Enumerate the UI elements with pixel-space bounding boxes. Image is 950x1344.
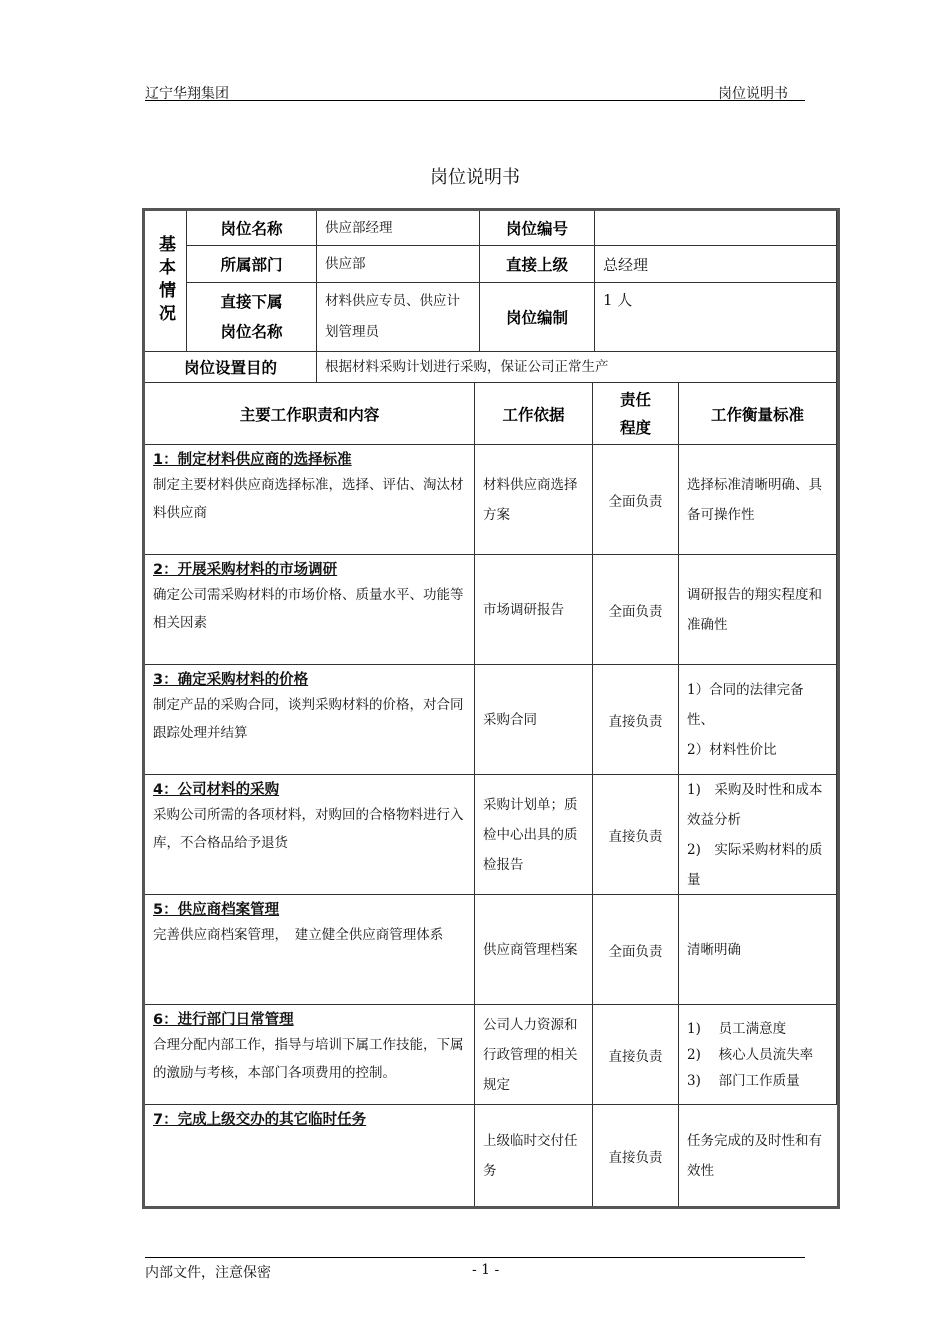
post-name-label: 岗位名称	[187, 211, 317, 246]
task-3-desc: 制定产品的采购合同，谈判采购材料的价格，对合同跟踪处理并结算	[153, 697, 464, 741]
dept-value: 供应部	[317, 246, 480, 283]
task-6-standard-item: 1) 员工满意度	[687, 1020, 787, 1037]
duties-header-standard: 工作衡量标准	[679, 383, 837, 445]
task-3-standard-item: 1）合同的法律完备性、	[687, 681, 804, 728]
task-5-resp: 全面负责	[593, 895, 679, 1005]
task-5-desc: 完善供应商档案管理， 建立健全供应商管理体系	[153, 927, 444, 943]
task-2-title: 2：开展采购材料的市场调研	[153, 562, 338, 578]
task-4-resp: 直接负责	[593, 775, 679, 895]
task-2-content	[145, 555, 475, 665]
post-name-value: 供应部经理	[317, 211, 480, 246]
task-7-standard: 任务完成的及时性和有效性	[687, 1132, 822, 1179]
task-4-title: 4：公司材料的采购	[153, 782, 280, 798]
purpose-label: 岗位设置目的	[145, 352, 317, 383]
task-1-desc: 制定主要材料供应商选择标准，选择、评估、淘汰材料供应商	[153, 477, 464, 521]
task-6-desc: 合理分配内部工作，指导与培训下属工作技能，下属的激励与考核，本部门各项费用的控制。	[153, 1037, 464, 1081]
header-doc-type: 岗位说明书	[718, 86, 788, 102]
task-5-standard: 清晰明确	[679, 895, 837, 1005]
task-6-title: 6：进行部门日常管理	[153, 1012, 294, 1028]
subordinates-label	[187, 283, 317, 352]
footer-page-number: - 1 -	[472, 1262, 500, 1278]
task-5-content	[145, 895, 475, 1005]
task-6-standard-item: 3) 部门工作质量	[687, 1072, 800, 1089]
task-3-resp: 直接负责	[593, 665, 679, 775]
task-2-desc: 确定公司需采购材料的市场价格、质量水平、功能等相关因素	[153, 587, 464, 631]
duties-header-resp-line-1: 责任	[619, 390, 651, 409]
task-1-title: 1：制定材料供应商的选择标准	[153, 452, 352, 468]
task-3-content	[145, 665, 475, 775]
task-7-resp: 直接负责	[593, 1105, 679, 1206]
header-rule	[145, 100, 805, 101]
footer-confidential: 内部文件，注意保密	[145, 1265, 271, 1281]
document-title: 岗位说明书	[430, 167, 520, 188]
task-4-standard-item: 2) 实际采购材料的质量	[687, 841, 823, 888]
task-1-content	[145, 445, 475, 555]
subordinates-label-line-2: 岗位名称	[220, 323, 283, 341]
header-company: 辽宁华翔集团	[145, 86, 229, 102]
subordinates-label-line-1: 直接下属	[220, 293, 283, 311]
purpose-value: 根据材料采购计划进行采购，保证公司正常生产	[317, 352, 837, 383]
task-4-desc: 采购公司所需的各项材料，对购回的合格物料进行入库，不合格品给予退货	[153, 807, 464, 851]
post-no-value	[595, 211, 837, 246]
duties-header-basis: 工作依据	[475, 383, 593, 445]
task-4-content	[145, 775, 475, 895]
task-4-standard-item: 1) 采购及时性和成本效益分析	[687, 781, 823, 828]
basic-section-label: 基本情况	[145, 211, 187, 352]
task-5-basis: 供应商管理档案	[475, 895, 593, 1005]
task-4-basis: 采购计划单；质检中心出具的质检报告	[475, 775, 593, 895]
task-2-standard: 调研报告的翔实程度和准确性	[679, 555, 837, 665]
task-2-resp: 全面负责	[593, 555, 679, 665]
task-1-standard: 选择标准清晰明确、具备可操作性	[679, 445, 837, 555]
task-4-standard	[679, 775, 837, 895]
duties-header-resp-line-2: 程度	[619, 418, 651, 437]
task-6-standard	[679, 1005, 837, 1105]
task-7-basis: 上级临时交付任务	[475, 1105, 593, 1206]
superior-value: 总经理	[595, 246, 837, 283]
task-6-standard-item: 2) 核心人员流失率	[687, 1046, 814, 1063]
headcount-value: 1 人	[595, 283, 837, 352]
task-6-basis: 公司人力资源和行政管理的相关规定	[475, 1005, 593, 1105]
task-1-basis: 材料供应商选择方案	[475, 445, 593, 555]
duties-header-content: 主要工作职责和内容	[145, 383, 475, 445]
dept-label: 所属部门	[187, 246, 317, 283]
post-no-label: 岗位编号	[480, 211, 595, 246]
footer-rule	[145, 1257, 805, 1258]
task-3-basis: 采购合同	[475, 665, 593, 775]
task-2-basis: 市场调研报告	[475, 555, 593, 665]
task-3-standard-item: 2）材料性价比	[687, 741, 777, 758]
superior-label: 直接上级	[480, 246, 595, 283]
subordinates-value: 材料供应专员、供应计划管理员	[317, 283, 480, 352]
task-6-resp: 直接负责	[593, 1005, 679, 1105]
headcount-label: 岗位编制	[480, 283, 595, 352]
task-7-content	[145, 1105, 475, 1206]
task-5-title: 5：供应商档案管理	[153, 902, 280, 918]
task-7-title: 7：完成上级交办的其它临时任务	[153, 1112, 367, 1128]
task-6-content	[145, 1005, 475, 1105]
job-description-table	[142, 208, 840, 1209]
task-1-resp: 全面负责	[593, 445, 679, 555]
duties-header-responsibility	[593, 383, 679, 445]
task-3-title: 3：确定采购材料的价格	[153, 672, 309, 688]
task-3-standard	[679, 665, 837, 775]
